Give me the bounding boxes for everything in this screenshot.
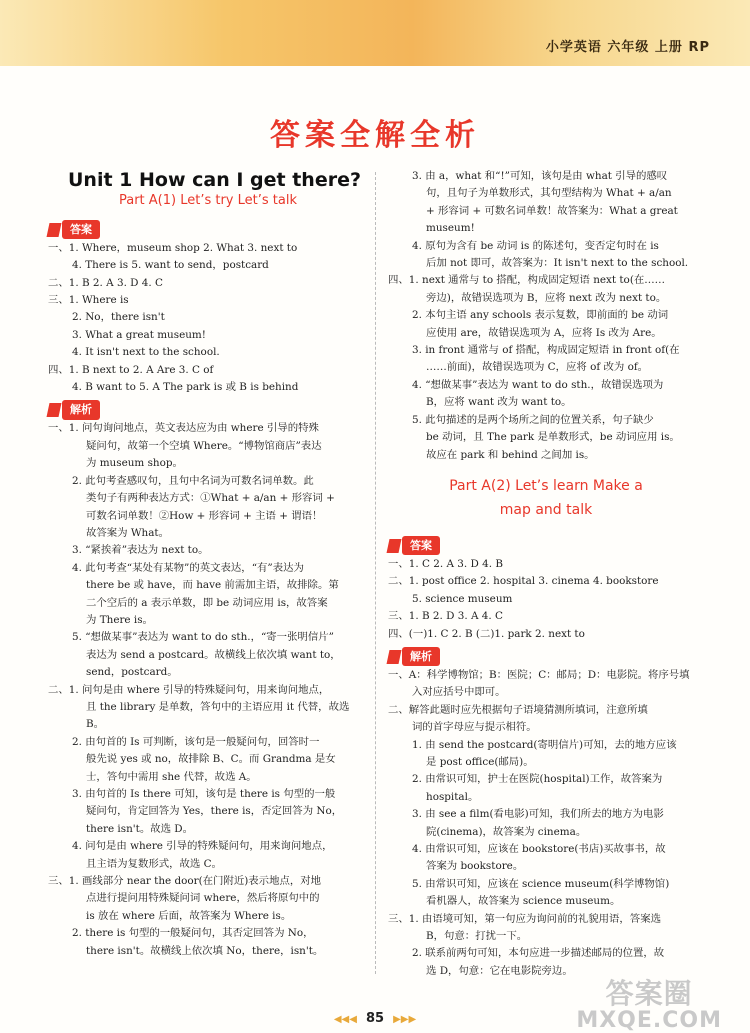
analysis-list: [388, 667, 704, 980]
analysis-line: 2. 联系前两句可知，本句应进一步描述邮局的位置，故: [412, 947, 665, 960]
part-title: Part A(1) Let’s try Let’s talk: [118, 193, 297, 209]
analysis-line: 院(cinema)，故答案为 cinema。: [426, 825, 587, 838]
analysis-line: be 动词，且 The park 是单数形式，be 动词应用 is。: [426, 431, 680, 444]
analysis-line: 一、1. 问句询问地点，英文表达应为由 where 引导的特殊: [48, 422, 319, 435]
analysis-line: 旁边)，故错误选项为 B，应将 next 改为 next to。: [426, 291, 667, 304]
tag-marker-icon: [387, 650, 402, 664]
analysis-list: [48, 420, 368, 960]
analysis-line: 1. 由 send the postcard(寄明信片)可知，去的地方应该: [412, 738, 677, 751]
analysis-line: 选 D，句意：它在电影院旁边。: [426, 964, 573, 977]
answer-list: [48, 240, 368, 397]
analysis-line: 士，答句中需用 she 代替，故选 A。: [86, 770, 257, 783]
analysis-line: 可数名词单数！②How + 形容词 + 主语 + 谓语！: [86, 509, 323, 522]
continued-analysis: [388, 168, 704, 464]
answer-line: 3. What a great museum!: [72, 328, 206, 341]
answer-line: 四、(一)1. C 2. B (二)1. park 2. next to: [388, 627, 585, 640]
analysis-line: there isn't。故选 D。: [86, 822, 194, 835]
analysis-line: 答案为 bookstore。: [426, 860, 524, 873]
analysis-line: 句，且句子为单数形式，其句型结构为 What + a/an: [426, 187, 672, 200]
header-bar: [0, 0, 750, 66]
analysis-line: museum!: [426, 222, 475, 235]
answer-line: 4. There is 5. want to send，postcard: [72, 259, 269, 272]
answer-line: 2. No，there isn't: [72, 311, 165, 324]
analysis-line: B，应将 want 改为 want to。: [426, 396, 572, 409]
analysis-line: 二、解答此题时应先根据句子语境猜测所填词，注意所填: [388, 703, 648, 716]
analysis-line: 二、1. 问句是由 where 引导的特殊疑问句，用来询问地点，: [48, 683, 330, 696]
analysis-line: 疑问句，肯定回答为 Yes，there is，否定回答为 No，: [86, 805, 343, 818]
answer-line: 二、1. B 2. A 3. D 4. C: [48, 276, 163, 289]
analysis-line: 3. 由 see a film(看电影)可知，我们所去的地方为电影: [412, 808, 664, 821]
book-label: 小学英语 六年级 上册 RP: [545, 40, 710, 55]
tag-marker-icon: [47, 223, 62, 237]
analysis-line: 2. 由句首的 Is 可判断，该句是一般疑问句，回答时一: [72, 735, 320, 748]
tag-marker-icon: [387, 539, 402, 553]
answer-line: 4. B want to 5. A The park is 或 B is behind: [72, 381, 299, 394]
analysis-line: B。: [86, 718, 105, 731]
analysis-line: B，句意：打扰一下。: [426, 930, 528, 943]
answer-list: [388, 556, 704, 643]
analysis-line: 4. 由常识可知，应该在 bookstore(书店)买故事书，故: [412, 843, 666, 855]
answer-line: 三、1. B 2. D 3. A 4. C: [388, 610, 503, 623]
analysis-line: 后加 not 即可，故答案为：It isn't next to the school.: [426, 257, 689, 270]
analysis-line: 为 museum shop。: [86, 457, 183, 470]
analysis-line: 一、A：科学博物馆；B：医院；C：邮局；D：电影院。将序号填: [388, 668, 690, 681]
analysis-line: 故应在 park 和 behind 之间加 is。: [426, 448, 595, 461]
analysis-line: 2. 由常识可知，护士在医院(hospital)工作，故答案为: [412, 773, 663, 786]
analysis-line: 为 There is。: [86, 613, 153, 626]
analysis-line: 点进行提问用特殊疑问词 where，然后将原句中的: [86, 892, 320, 905]
answer-line: 三、1. Where is: [48, 294, 129, 307]
analysis-line: 入对应括号中即可。: [412, 686, 506, 699]
analysis-line: 三、1. 由语境可知，第一句应为询问前的礼貌用语，答案选: [388, 912, 661, 925]
analysis-line: 4. “想做某事”表达为 want to do sth.，故错误选项为: [412, 378, 664, 391]
analysis-line: 5. “想做某事”表达为 want to do sth.，“寄一张明信片”: [72, 631, 334, 644]
analysis-line: 3. in front 通常与 of 搭配，构成固定短语 in front of(在: [412, 344, 680, 357]
answer-line: 四、1. B next to 2. A Are 3. C of: [48, 363, 214, 376]
analysis-line: 3. 由句首的 Is there 可知，该句是 there is 句型的一般: [72, 788, 336, 800]
unit-title: Unit 1 How can I get there?: [68, 169, 361, 191]
analysis-line: 2. 此句考查感叹句，且句中名词为可数名词单数。此: [72, 474, 314, 487]
analysis-line: 4. 此句考查“某处有某物”的英文表达，“有”表达为: [72, 561, 304, 574]
analysis-line: 类句子有两种表达方式：①What + a/an + 形容词 +: [86, 492, 335, 505]
analysis-line: 疑问句，故第一个空填 Where。“博物馆商店”表达: [86, 439, 322, 452]
analysis-line: 二个空后的 a 表示单数，即 be 动词应用 is，故答案: [86, 596, 328, 609]
analysis-line: 且 the library 是单数，答句中的主语应用 it 代替，故选: [86, 700, 350, 713]
analysis-line: 应使用 are，故错误选项为 A，应将 Is 改为 Are。: [426, 326, 662, 339]
analysis-line: 故答案为 What。: [86, 526, 169, 539]
analysis-line: is 放在 where 后面，故答案为 Where is。: [86, 909, 292, 922]
analysis-line: 表达为 send a postcard。故横线上依次填 want to，: [86, 648, 341, 661]
analysis-line: there isn't。故横线上依次填 No，there，isn't。: [86, 944, 324, 957]
analysis-line: 3. “紧挨着”表达为 next to。: [72, 544, 209, 557]
analysis-line: 四、1. next 通常与 to 搭配，构成固定短语 next to(在……: [388, 274, 666, 287]
analysis-line: 般先说 yes 或 no，故排除 B、C。而 Grandma 是女: [86, 753, 336, 766]
analysis-line: send，postcard。: [86, 666, 178, 679]
analysis-line: ……前面)，故错误选项为 C，应将 of 改为 of。: [426, 361, 649, 374]
page-title: 答案全解全析: [270, 118, 480, 153]
column-divider: [375, 172, 376, 974]
analysis-line: 2. 本句主语 any schools 表示复数，即前面的 be 动词: [412, 309, 669, 322]
analysis-line: + 形容词 + 可数名词单数！故答案为：What a great: [426, 204, 678, 217]
part-title-2: Part A(2) Let’s learn Make a map and talk: [449, 477, 643, 518]
page-number: ◀◀◀ 85 ▶▶▶: [333, 1011, 417, 1026]
analysis-tag: 解析: [48, 400, 100, 418]
analysis-line: 4. 原句为含有 be 动词 is 的陈述句，变否定句时在 is: [412, 239, 659, 252]
analysis-line: 词的首字母应与提示相符。: [412, 721, 537, 734]
analysis-line: 三、1. 画线部分 near the door(在门附近)表示地点，对地: [48, 875, 322, 888]
answer-tag: 答案: [388, 536, 440, 554]
right-arrows-icon: ▶▶▶: [393, 1014, 417, 1025]
analysis-line: 3. 由 a，what 和“!”可知，该句是由 what 引导的感叹: [412, 170, 668, 182]
answer-line: 一、1. Where，museum shop 2. What 3. next to: [48, 241, 298, 254]
left-arrows-icon: ◀◀◀: [333, 1014, 357, 1025]
analysis-tag: 解析: [388, 647, 440, 665]
answer-line: 一、1. C 2. A 3. D 4. B: [388, 557, 503, 570]
analysis-line: there be 或 have，而 have 前需加主语，故排除。第: [86, 579, 339, 592]
answer-line: 二、1. post office 2. hospital 3. cinema 4. bookstore: [388, 575, 659, 588]
watermark: 答案圈 MXQE.COM: [576, 977, 722, 1033]
analysis-line: 看机器人，故答案为 science museum。: [426, 895, 621, 908]
analysis-line: 2. there is 句型的一般疑问句，其否定回答为 No，: [72, 927, 314, 940]
answer-line: 4. It isn't next to the school.: [72, 346, 220, 359]
answer-tag: 答案: [48, 220, 100, 238]
right-column: [388, 168, 704, 980]
analysis-line: 且主语为复数形式，故选 C。: [86, 857, 222, 870]
analysis-line: 是 post office(邮局)。: [426, 755, 534, 768]
analysis-line: 5. 此句描述的是两个场所之间的位置关系，句子缺少: [412, 413, 654, 426]
analysis-line: hospital。: [426, 790, 479, 803]
analysis-line: 4. 问句是由 where 引导的特殊疑问句，用来询问地点，: [72, 840, 333, 853]
tag-marker-icon: [47, 403, 62, 417]
answer-line: 5. science museum: [412, 592, 513, 605]
left-column: [48, 168, 368, 960]
analysis-line: 5. 由常识可知，应该在 science museum(科学博物馆): [412, 877, 670, 890]
